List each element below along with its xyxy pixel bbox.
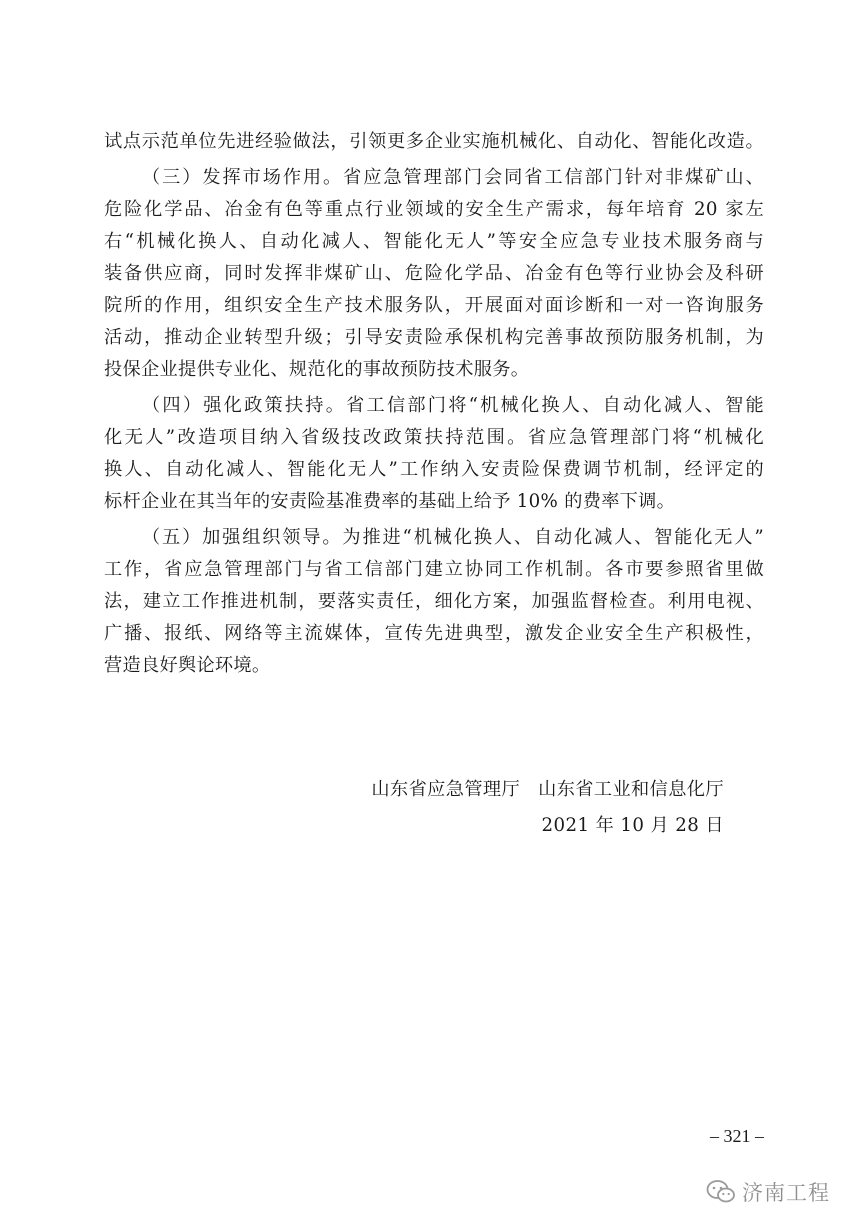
text-line: （四）强化政策扶持。省工信部门将“机械化换人、自动化减人、智能 (142, 395, 764, 416)
text-line: （三）发挥市场作用。省应急管理部门会同省工信部门针对非煤矿山、 (142, 167, 764, 188)
signature-org-industry: 山东省工业和信息化厅 (538, 779, 724, 800)
text-line: 投保企业提供专业化、规范化的事故预防技术服务。 (104, 359, 530, 380)
text-line: 活动，推动企业转型升级；引导安责险承保机构完善事故预防服务机制，为 (104, 327, 764, 348)
text-line: 工作，省应急管理部门与省工信部门建立协同工作机制。各市要参照省里做 (104, 559, 764, 580)
text-line: 标杆企业在其当年的安责险基准费率的基础上给予 10% 的费率下调。 (104, 491, 676, 512)
signature-organizations (371, 774, 724, 806)
signature-date: 2021 年 10 月 28 日 (541, 815, 724, 836)
text-line: 营造良好舆论环境。 (104, 655, 271, 676)
text-line: 试点示范单位先进经验做法，引领更多企业实施机械化、自动化、智能化改造。 (104, 131, 764, 152)
page-number: – 321 – (710, 1126, 764, 1146)
text-line: 危险化学品、冶金有色等重点行业领域的安全生产需求，每年培育 20 家左 (104, 199, 764, 220)
watermark-text: 济南工程 (742, 1181, 830, 1205)
text-line: 化无人”改造项目纳入省级技改政策扶持范围。省应急管理部门将“机械化 (104, 427, 764, 448)
document-body (104, 126, 764, 682)
text-line: （五）加强组织领导。为推进“机械化换人、自动化减人、智能化无人” (142, 527, 764, 548)
signature-org-emergency: 山东省应急管理厅 (371, 779, 521, 800)
text-line: 换人、自动化减人、智能化无人”工作纳入安责险保费调节机制，经评定的 (104, 459, 764, 480)
wechat-icon (706, 1179, 736, 1205)
text-line: 装备供应商，同时发挥非煤矿山、危险化学品、冶金有色等行业协会及科研 (104, 263, 764, 284)
text-line: 法，建立工作推进机制，要落实责任，细化方案，加强监督检查。利用电视、 (104, 591, 764, 612)
text-line: 院所的作用，组织安全生产技术服务队，开展面对面诊断和一对一咨询服务 (104, 295, 764, 316)
watermark (706, 1176, 830, 1208)
text-line: 广播、报纸、网络等主流媒体，宣传先进典型，激发企业安全生产积极性， (104, 623, 764, 644)
text-line: 右“机械化换人、自动化减人、智能化无人”等安全应急专业技术服务商与 (104, 231, 764, 252)
